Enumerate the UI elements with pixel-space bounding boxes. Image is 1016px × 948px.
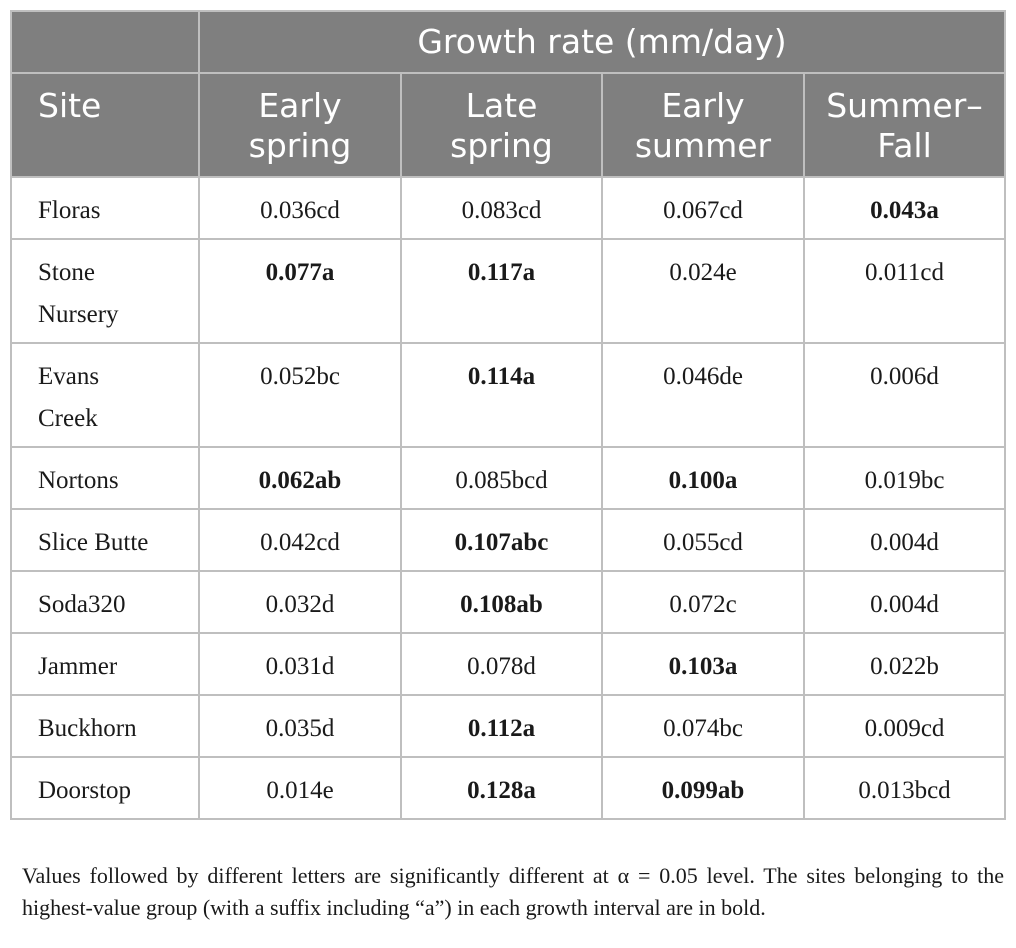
- table-row: [11, 447, 1005, 509]
- growth-value-cell: 0.046de: [602, 343, 804, 447]
- column-header-line1: Early: [258, 86, 342, 125]
- growth-value-cell: 0.004d: [804, 571, 1005, 633]
- table-row: [11, 343, 1005, 447]
- table-body: [11, 177, 1005, 819]
- growth-value-cell: 0.062ab: [199, 447, 401, 509]
- column-header-line1: Summer–: [826, 86, 983, 125]
- site-name-cell: [11, 695, 199, 757]
- growth-value-cell: 0.099ab: [602, 757, 804, 819]
- growth-value-cell: 0.074bc: [602, 695, 804, 757]
- column-header-line1: Late: [465, 86, 538, 125]
- growth-value-cell: 0.042cd: [199, 509, 401, 571]
- table-footnote: Values followed by different letters are significantly different at α = 0.05 level. The sites belonging to the highest-value group (with a suffix including “a”) in each growth interval are in bold.: [22, 863, 1004, 920]
- column-header-early-spring: [199, 73, 401, 177]
- site-name-line1: Evans: [38, 363, 100, 390]
- table-row: [11, 757, 1005, 819]
- growth-value-cell: 0.019bc: [804, 447, 1005, 509]
- growth-value-cell: 0.100a: [602, 447, 804, 509]
- growth-value-cell: 0.112a: [401, 695, 602, 757]
- site-name-line1: Stone: [38, 259, 95, 286]
- growth-value-cell: 0.024e: [602, 239, 804, 343]
- growth-value-cell: 0.011cd: [804, 239, 1005, 343]
- growth-value-cell: 0.004d: [804, 509, 1005, 571]
- growth-value-cell: 0.043a: [804, 177, 1005, 239]
- growth-value-cell: 0.077a: [199, 239, 401, 343]
- growth-value-cell: 0.014e: [199, 757, 401, 819]
- table-row: [11, 509, 1005, 571]
- growth-value-cell: 0.078d: [401, 633, 602, 695]
- growth-value-cell: 0.052bc: [199, 343, 401, 447]
- column-header-line1: Early: [661, 86, 745, 125]
- site-name-line1: Floras: [38, 197, 101, 224]
- site-name-cell: [11, 571, 199, 633]
- growth-value-cell: 0.108ab: [401, 571, 602, 633]
- growth-rate-table-container: [10, 10, 1004, 820]
- growth-value-cell: 0.083cd: [401, 177, 602, 239]
- site-name-cell: [11, 447, 199, 509]
- site-name-cell: [11, 239, 199, 343]
- growth-value-cell: 0.085bcd: [401, 447, 602, 509]
- site-name-line1: Doorstop: [38, 777, 132, 804]
- table-row: [11, 239, 1005, 343]
- site-name-line1: Slice Butte: [38, 529, 149, 556]
- growth-value-cell: 0.032d: [199, 571, 401, 633]
- site-name-cell: [11, 509, 199, 571]
- growth-value-cell: 0.107abc: [401, 509, 602, 571]
- site-name-line2: Creek: [38, 405, 98, 432]
- growth-value-cell: 0.006d: [804, 343, 1005, 447]
- column-header-line2: spring: [450, 126, 553, 165]
- column-header-early-summer: [602, 73, 804, 177]
- growth-value-cell: 0.036cd: [199, 177, 401, 239]
- site-name-cell: [11, 757, 199, 819]
- growth-value-cell: 0.055cd: [602, 509, 804, 571]
- site-name-line1: Buckhorn: [38, 715, 137, 742]
- site-name-line1: Nortons: [38, 467, 119, 494]
- site-column-header: Site: [11, 73, 199, 177]
- table-row: [11, 633, 1005, 695]
- growth-rate-group-header: Growth rate (mm/day): [199, 11, 1005, 73]
- site-name-line2: Nursery: [38, 301, 119, 328]
- growth-value-cell: 0.031d: [199, 633, 401, 695]
- table-row: [11, 695, 1005, 757]
- column-header-line2: summer: [634, 126, 772, 165]
- growth-value-cell: 0.128a: [401, 757, 602, 819]
- column-header-line2: spring: [248, 126, 352, 165]
- column-header-summer-fall: [804, 73, 1005, 177]
- table-row: [11, 177, 1005, 239]
- growth-value-cell: 0.035d: [199, 695, 401, 757]
- column-header-line2: Fall: [877, 126, 932, 165]
- growth-value-cell: 0.117a: [401, 239, 602, 343]
- growth-value-cell: 0.103a: [602, 633, 804, 695]
- growth-value-cell: 0.067cd: [602, 177, 804, 239]
- site-name-line1: Jammer: [38, 653, 118, 680]
- growth-value-cell: 0.013bcd: [804, 757, 1005, 819]
- growth-value-cell: 0.114a: [401, 343, 602, 447]
- column-header-late-spring: [401, 73, 602, 177]
- table-row: [11, 571, 1005, 633]
- site-name-cell: [11, 343, 199, 447]
- growth-value-cell: 0.072c: [602, 571, 804, 633]
- site-name-line1: Soda320: [38, 591, 126, 618]
- header-blank-cell: [11, 11, 199, 73]
- growth-value-cell: 0.022b: [804, 633, 1005, 695]
- site-name-cell: [11, 177, 199, 239]
- growth-value-cell: 0.009cd: [804, 695, 1005, 757]
- site-name-cell: [11, 633, 199, 695]
- growth-rate-table: [10, 10, 1006, 820]
